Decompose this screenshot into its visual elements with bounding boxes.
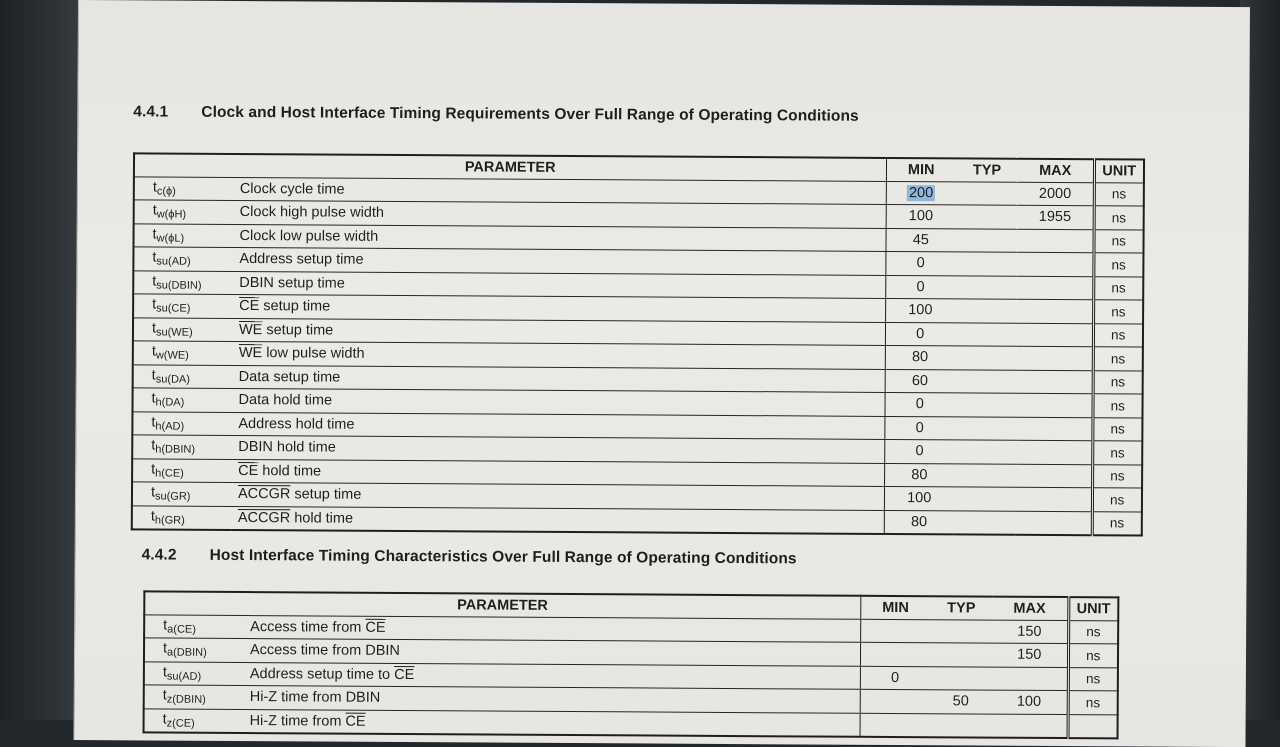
parameter-symbol bbox=[133, 294, 233, 318]
max-value bbox=[1017, 323, 1093, 347]
unit-value bbox=[1093, 300, 1143, 324]
max-value bbox=[1017, 346, 1093, 370]
unit-text: ns bbox=[1110, 445, 1125, 461]
symbol-letter: t bbox=[162, 640, 168, 657]
symbol-subscript: h(DBIN) bbox=[155, 443, 196, 456]
min-value bbox=[885, 345, 955, 369]
overlined-signal: $\overline{CE}$ bbox=[345, 713, 366, 730]
symbol-letter: t bbox=[151, 367, 156, 384]
parameter-symbol bbox=[144, 638, 244, 662]
symbol-letter: t bbox=[163, 617, 168, 634]
min-value bbox=[884, 392, 954, 416]
unit-value bbox=[1092, 417, 1142, 441]
typ-value bbox=[955, 369, 1017, 393]
unit-text: ns bbox=[1110, 492, 1125, 508]
description-text: setup time bbox=[262, 321, 334, 339]
unit-value bbox=[1093, 229, 1143, 253]
max-value bbox=[992, 690, 1068, 714]
description-text: setup time bbox=[259, 298, 331, 315]
parameter-symbol bbox=[133, 223, 233, 247]
typ-value bbox=[930, 666, 992, 690]
typ-header: TYP bbox=[930, 596, 992, 619]
symbol-subscript: su(WE) bbox=[155, 326, 193, 339]
section-number: 4.4.2 bbox=[141, 546, 177, 564]
max-text: 2000 bbox=[1038, 185, 1072, 202]
parameter-symbol bbox=[133, 364, 233, 388]
description-text: Address setup time to bbox=[249, 665, 395, 683]
symbol-subscript: w(WE) bbox=[155, 349, 189, 362]
timing-characteristics-table bbox=[143, 590, 1120, 738]
section-title-text: Host Interface Timing Characteristics Over Full Range of Operating Conditions bbox=[209, 546, 797, 568]
parameter-symbol bbox=[132, 388, 232, 412]
unit-text: ns bbox=[1085, 671, 1101, 687]
max-value bbox=[992, 714, 1068, 738]
min-value bbox=[885, 251, 955, 275]
symbol-subscript: z(DBIN) bbox=[166, 693, 206, 707]
min-header: MIN bbox=[860, 596, 930, 619]
min-value bbox=[860, 642, 930, 666]
min-value bbox=[884, 486, 954, 510]
description-text: Clock cycle time bbox=[239, 180, 345, 198]
parameter-symbol bbox=[132, 458, 232, 482]
symbol-subscript: h(GR) bbox=[154, 513, 185, 527]
min-value bbox=[860, 666, 930, 690]
unit-value bbox=[1094, 182, 1144, 206]
overlined-signal: $\overline{CE}$ bbox=[239, 298, 260, 315]
parameter-symbol bbox=[144, 708, 244, 732]
unit-text: ns bbox=[1111, 304, 1126, 320]
symbol-letter: t bbox=[152, 249, 157, 266]
parameter-symbol bbox=[132, 505, 232, 529]
document-page bbox=[73, 0, 1249, 747]
min-value bbox=[886, 204, 956, 228]
description-text: hold time bbox=[290, 509, 354, 527]
symbol-letter: t bbox=[151, 390, 156, 407]
description-text: setup time bbox=[290, 486, 362, 503]
min-value bbox=[884, 416, 954, 440]
table-body bbox=[132, 176, 1144, 535]
symbol-letter: t bbox=[151, 437, 156, 454]
symbol-letter: t bbox=[162, 664, 167, 681]
max-text: 150 bbox=[1017, 623, 1042, 640]
unit-text: ns bbox=[1110, 374, 1126, 390]
min-text: 0 bbox=[915, 419, 924, 436]
symbol-subscript: su(DA) bbox=[155, 373, 190, 386]
unit-value bbox=[1092, 464, 1142, 488]
symbol-letter: t bbox=[162, 711, 167, 728]
max-text: 100 bbox=[1016, 693, 1042, 711]
symbol-subscript: su(AD) bbox=[166, 670, 202, 683]
max-value bbox=[1016, 417, 1092, 441]
max-value bbox=[992, 667, 1068, 691]
unit-text: ns bbox=[1110, 351, 1126, 367]
typ-value bbox=[930, 690, 992, 714]
min-text: 0 bbox=[915, 443, 924, 460]
table-row bbox=[144, 708, 1118, 737]
parameter-symbol bbox=[133, 341, 233, 365]
description-text: Hi-Z time from DBIN bbox=[249, 689, 381, 707]
min-value bbox=[884, 439, 954, 463]
description-text: Address hold time bbox=[238, 415, 355, 433]
symbol-subscript: su(AD) bbox=[156, 255, 191, 268]
description-text: Data hold time bbox=[238, 392, 333, 409]
overlined-signal: $\overline{WE}$ bbox=[238, 321, 263, 338]
unit-value bbox=[1093, 276, 1143, 300]
unit-text: ns bbox=[1085, 694, 1101, 711]
symbol-subscript: w(ϕL) bbox=[156, 232, 185, 245]
max-value bbox=[1017, 252, 1093, 276]
max-value bbox=[1018, 182, 1094, 206]
max-value bbox=[1016, 511, 1092, 535]
symbol-subscript: h(AD) bbox=[155, 420, 185, 433]
max-value bbox=[1016, 440, 1092, 464]
min-text: 0 bbox=[916, 278, 925, 295]
description-text: hold time bbox=[258, 462, 322, 480]
overlined-signal: $\overline{CE}$ bbox=[365, 619, 386, 636]
symbol-letter: t bbox=[162, 687, 167, 704]
min-value bbox=[884, 510, 954, 534]
symbol-letter: t bbox=[152, 273, 157, 290]
max-value bbox=[992, 643, 1068, 667]
symbol-letter: t bbox=[151, 343, 156, 360]
monitor-bezel-left bbox=[0, 0, 78, 720]
symbol-subscript: z(CE) bbox=[166, 717, 195, 730]
unit-text: ns bbox=[1110, 468, 1125, 484]
symbol-letter: t bbox=[151, 320, 157, 337]
min-header: MIN bbox=[886, 158, 956, 181]
symbol-letter: t bbox=[152, 179, 157, 196]
symbol-letter: t bbox=[152, 296, 157, 313]
typ-value bbox=[955, 228, 1017, 252]
min-text: 100 bbox=[908, 302, 933, 319]
symbol-subscript: a(CE) bbox=[167, 623, 196, 636]
parameter-symbol bbox=[134, 200, 234, 224]
min-text: 80 bbox=[911, 349, 929, 366]
unit-value bbox=[1092, 488, 1142, 512]
typ-value bbox=[954, 487, 1016, 511]
table-row bbox=[132, 505, 1142, 535]
typ-value bbox=[954, 440, 1016, 464]
typ-value bbox=[956, 181, 1018, 205]
description-text: DBIN setup time bbox=[239, 274, 345, 292]
symbol-subscript: a(DBIN) bbox=[167, 646, 207, 660]
max-value bbox=[1018, 205, 1094, 229]
description-text: Address setup time bbox=[239, 251, 364, 268]
table-body bbox=[144, 614, 1119, 737]
unit-text: ns bbox=[1111, 210, 1127, 226]
typ-value bbox=[930, 619, 992, 643]
symbol-subscript: c(ϕ) bbox=[156, 185, 176, 198]
unit-value bbox=[1068, 620, 1118, 644]
overlined-signal: ACCGR bbox=[237, 509, 291, 526]
symbol-letter: t bbox=[151, 414, 156, 431]
min-text: 80 bbox=[911, 466, 928, 483]
typ-value bbox=[956, 205, 1018, 229]
description-text: Data setup time bbox=[238, 368, 341, 386]
parameter-symbol bbox=[134, 176, 234, 200]
section-heading-4-4-2 bbox=[142, 546, 797, 568]
description-text: DBIN hold time bbox=[238, 439, 336, 456]
typ-text: 50 bbox=[952, 693, 969, 710]
min-value bbox=[860, 619, 930, 643]
overlined-signal: $\overline{CE}$ bbox=[394, 666, 415, 683]
unit-text: ns bbox=[1111, 257, 1126, 273]
max-header: MAX bbox=[992, 597, 1068, 620]
unit-text: ns bbox=[1111, 280, 1126, 296]
typ-value bbox=[930, 643, 992, 667]
max-value bbox=[1016, 393, 1092, 417]
symbol-subscript: su(CE) bbox=[156, 302, 191, 315]
unit-value bbox=[1068, 644, 1118, 668]
max-header: MAX bbox=[1018, 159, 1094, 182]
unit-value bbox=[1093, 370, 1143, 394]
unit-header: UNIT bbox=[1068, 597, 1118, 620]
symbol-letter: t bbox=[152, 202, 157, 219]
unit-text: ns bbox=[1110, 398, 1125, 414]
typ-value bbox=[955, 252, 1017, 276]
description-text: Clock high pulse width bbox=[239, 204, 385, 222]
parameter-symbol bbox=[144, 614, 244, 638]
max-value bbox=[1017, 229, 1093, 253]
section-title-text: Clock and Host Interface Timing Requirements Over Full Range of Operating Conditions bbox=[201, 103, 859, 125]
symbol-letter: t bbox=[151, 461, 156, 478]
parameter-symbol bbox=[144, 685, 244, 709]
unit-text: ns bbox=[1086, 624, 1101, 640]
symbol-letter: t bbox=[150, 484, 156, 501]
unit-value bbox=[1092, 394, 1142, 418]
unit-value bbox=[1068, 691, 1118, 715]
min-value bbox=[885, 228, 955, 252]
min-value bbox=[884, 463, 954, 487]
typ-value bbox=[954, 393, 1016, 417]
min-value bbox=[885, 369, 955, 393]
max-text: 1955 bbox=[1038, 209, 1072, 226]
max-value bbox=[1017, 276, 1093, 300]
min-text: 80 bbox=[910, 513, 928, 530]
max-value bbox=[992, 620, 1068, 644]
typ-value bbox=[954, 510, 1016, 534]
unit-value bbox=[1092, 511, 1142, 535]
unit-value bbox=[1068, 667, 1118, 691]
typ-value bbox=[955, 322, 1017, 346]
parameter-header: PARAMETER bbox=[134, 153, 886, 181]
parameter-symbol bbox=[133, 247, 233, 271]
min-text: 0 bbox=[915, 396, 924, 413]
timing-requirements-table bbox=[131, 152, 1145, 536]
section-heading-4-4-1 bbox=[133, 103, 859, 125]
symbol-subscript: su(DBIN) bbox=[156, 279, 202, 292]
symbol-letter: t bbox=[152, 226, 157, 243]
unit-text: ns bbox=[1111, 186, 1127, 202]
min-value bbox=[886, 181, 956, 205]
typ-value bbox=[954, 416, 1016, 440]
overlined-signal: ACCGR bbox=[237, 486, 291, 503]
unit-text: ns bbox=[1109, 515, 1125, 531]
typ-header: TYP bbox=[956, 158, 1018, 181]
min-value bbox=[885, 322, 955, 346]
parameter-symbol bbox=[132, 411, 232, 435]
unit-value bbox=[1094, 206, 1144, 230]
typ-value bbox=[955, 346, 1017, 370]
description-text: Hi-Z time from bbox=[249, 712, 346, 730]
min-text: 100 bbox=[908, 208, 934, 225]
parameter-symbol bbox=[132, 435, 232, 459]
parameter-description bbox=[232, 506, 884, 533]
parameter-symbol bbox=[132, 482, 232, 506]
unit-value bbox=[1093, 347, 1143, 371]
min-text: 0 bbox=[891, 669, 900, 686]
symbol-subscript: su(GR) bbox=[154, 490, 191, 503]
max-value bbox=[1016, 464, 1092, 488]
min-value bbox=[860, 689, 930, 713]
unit-text: ns bbox=[1086, 647, 1101, 664]
symbol-letter: t bbox=[150, 507, 155, 524]
min-text: 0 bbox=[916, 325, 925, 342]
typ-value bbox=[954, 463, 1016, 487]
description-text: Clock low pulse width bbox=[239, 227, 379, 245]
parameter-symbol bbox=[133, 270, 233, 294]
min-text: 60 bbox=[911, 372, 929, 389]
typ-value bbox=[930, 713, 992, 737]
description-text: Access time from bbox=[250, 618, 366, 636]
unit-text: ns bbox=[1111, 233, 1126, 249]
min-text: 45 bbox=[912, 231, 929, 248]
min-value bbox=[860, 713, 930, 737]
parameter-symbol bbox=[144, 661, 244, 685]
max-value bbox=[1017, 370, 1093, 394]
typ-value bbox=[955, 275, 1017, 299]
unit-text: ns bbox=[1110, 421, 1125, 437]
unit-text: ns bbox=[1111, 327, 1126, 343]
unit-value bbox=[1068, 714, 1118, 738]
min-value bbox=[885, 298, 955, 322]
parameter-symbol bbox=[133, 317, 233, 341]
max-value bbox=[1016, 487, 1092, 511]
symbol-subscript: w(ϕH) bbox=[156, 208, 187, 221]
min-text: 0 bbox=[916, 255, 925, 272]
description-text: low pulse width bbox=[262, 345, 365, 363]
max-text: 150 bbox=[1017, 646, 1042, 664]
parameter-description bbox=[244, 709, 860, 736]
unit-value bbox=[1092, 441, 1142, 465]
parameter-header: PARAMETER bbox=[144, 591, 860, 618]
section-number: 4.4.1 bbox=[133, 103, 169, 121]
symbol-subscript: h(DA) bbox=[155, 396, 185, 409]
unit-header: UNIT bbox=[1094, 159, 1144, 182]
description-text: Access time from DBIN bbox=[249, 642, 400, 660]
min-value bbox=[885, 275, 955, 299]
overlined-signal: $\overline{WE}$ bbox=[238, 345, 263, 362]
selected-text: 200 bbox=[908, 184, 934, 201]
unit-value bbox=[1093, 323, 1143, 347]
overlined-signal: $\overline{CE}$ bbox=[238, 462, 259, 479]
unit-value bbox=[1093, 253, 1143, 277]
symbol-subscript: h(CE) bbox=[155, 467, 184, 480]
typ-value bbox=[955, 299, 1017, 323]
max-value bbox=[1017, 299, 1093, 323]
min-text: 100 bbox=[907, 490, 932, 507]
